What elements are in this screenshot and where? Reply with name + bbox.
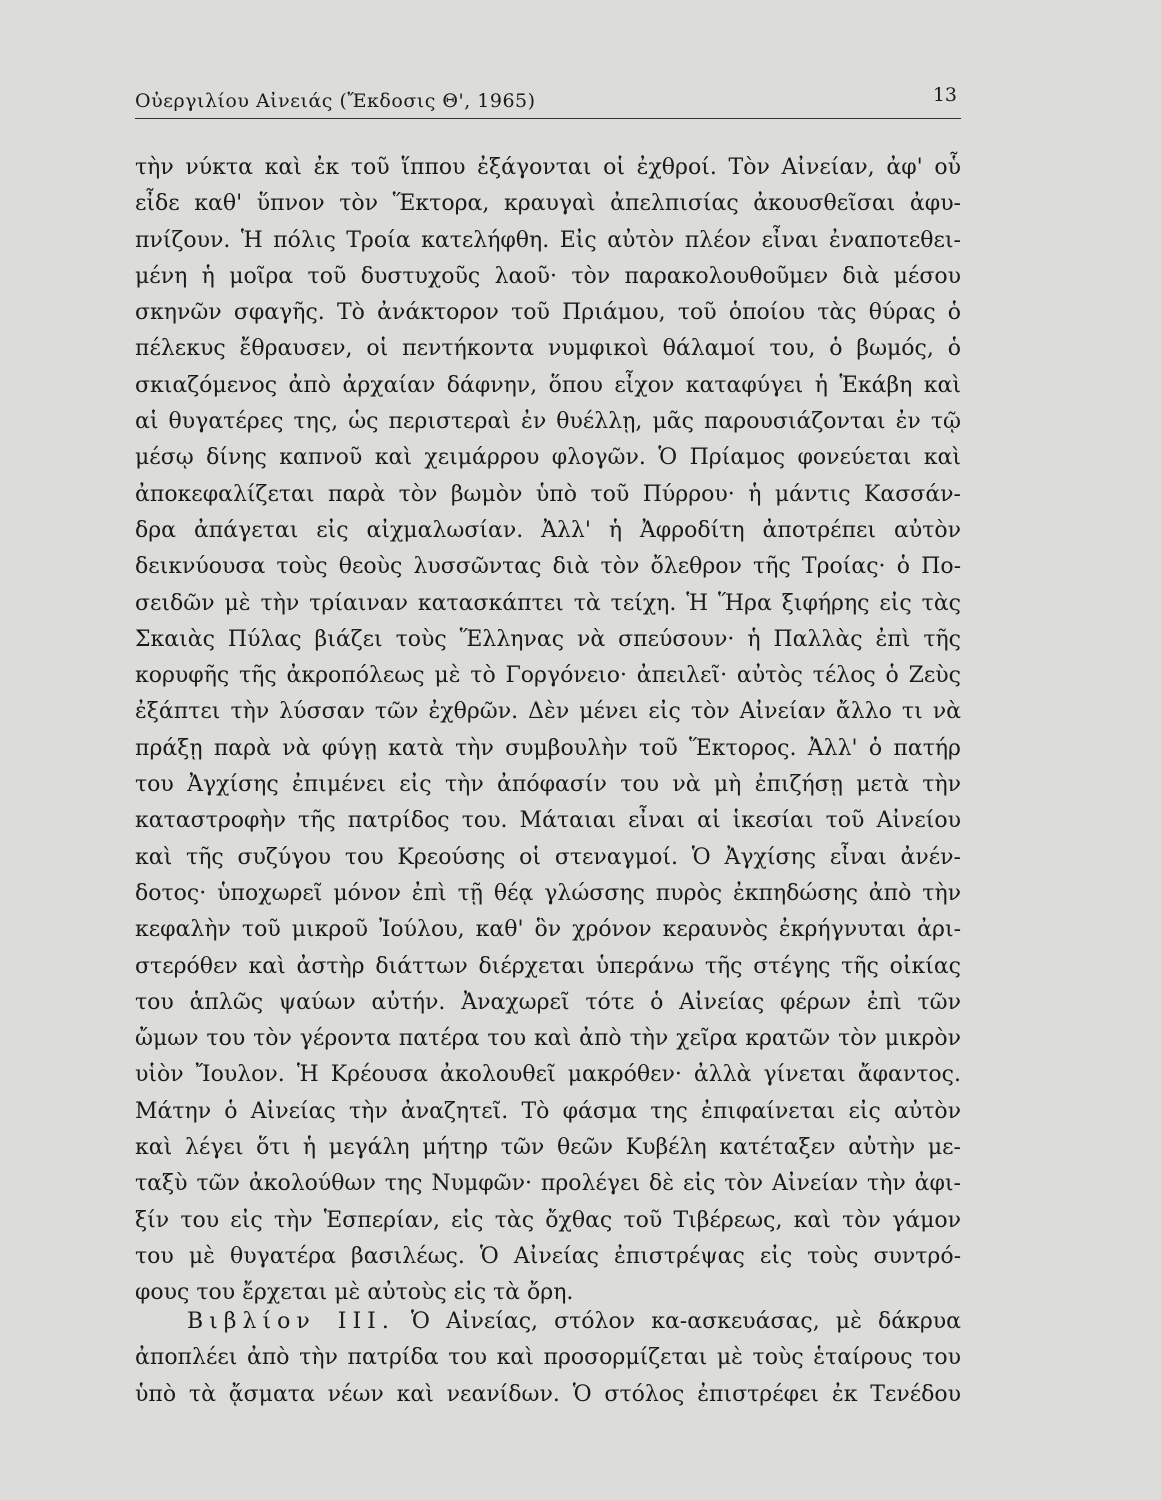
text-line: υἱὸν Ἴουλον. Ἡ Κρέουσα ἀκολουθεῖ μακρόθεν· ἀλλὰ γίνεται ἄφαντος. [135, 1062, 961, 1088]
page-number: 13 [932, 84, 957, 106]
text-line: Σκαιὰς Πύλας βιάζει τοὺς Ἕλληνας νὰ σπεύσουν· ἡ Παλλὰς ἐπὶ τῆς [135, 626, 961, 652]
book-three-line: ἀποπλέει ἀπὸ τὴν πατρίδα του καὶ προσορμίζεται μὲ τοὺς ἑταίρους του [135, 1345, 961, 1371]
text-line: δοτος· ὑποχωρεῖ μόνον ἐπὶ τῇ θέᾳ γλώσσης πυρὸς ἐκπηδώσης ἀπὸ τὴν [135, 880, 961, 906]
text-line: δρα ἀπάγεται εἰς αἰχμαλωσίαν. Ἀλλ' ἡ Ἀφροδίτη ἀποτρέπει αὐτὸν [135, 517, 961, 543]
text-line: κεφαλὴν τοῦ μικροῦ Ἰούλου, καθ' ὃν χρόνον κεραυνὸς ἐκρήγνυται ἀρι- [135, 917, 961, 943]
running-head: Οὐεργιλίου Αἰνειάς (Ἔκδοσις Θ', 1965) [135, 90, 536, 112]
main-text-block [135, 150, 961, 1312]
book-three-section [135, 1304, 961, 1413]
text-line: σκιαζόμενος ἀπὸ ἀρχαίαν δάφνην, ὅπου εἶχον καταφύγει ἡ Ἑκάβη καὶ [135, 372, 961, 398]
text-line: ταξὺ τῶν ἀκολούθων της Νυμφῶν· προλέγει δὲ εἰς τὸν Αἰνείαν τὴν ἀφι- [135, 1171, 961, 1197]
text-line: καταστροφὴν τῆς πατρίδος του. Μάταιαι εἶναι αἱ ἱκεσίαι τοῦ Αἰνείου [135, 808, 961, 834]
text-line: μένη ἡ μοῖρα τοῦ δυστυχοῦς λαοῦ· τὸν παρακολουθοῦμεν διὰ μέσου [135, 263, 961, 289]
text-line: καὶ λέγει ὅτι ἡ μεγάλη μήτηρ τῶν θεῶν Κυβέλη κατέταξεν αὐτὴν με- [135, 1135, 961, 1161]
text-line: τὴν νύκτα καὶ ἐκ τοῦ ἵππου ἐξάγονται οἱ ἐχθροί. Τὸν Αἰνείαν, ἀφ' οὗ [135, 155, 961, 180]
text-line: σειδῶν μὲ τὴν τρίαιναν κατασκάπτει τὰ τείχη. Ἡ Ἥρα ξιφήρης εἰς τὰς [135, 590, 961, 616]
text-line: φους του ἔρχεται μὲ αὐτοὺς εἰς τὰ ὄρη. [135, 1280, 574, 1306]
text-line: πέλεκυς ἔθραυσεν, οἱ πεντήκοντα νυμφικοὶ θάλαμοί του, ὁ βωμός, ὁ [135, 336, 961, 362]
text-line: αἱ θυγατέρες της, ὡς περιστεραὶ ἐν θυέλλῃ, μᾶς παρουσιάζονται ἐν τῷ [135, 409, 961, 435]
text-line: σκηνῶν σφαγῆς. Τὸ ἀνάκτορον τοῦ Πριάμου, τοῦ ὁποίου τὰς θύρας ὁ [135, 300, 961, 326]
book-three-first-line-text: Ὁ Αἰνείας, στόλον κα-ασκευάσας, μὲ δάκρυα [410, 1309, 961, 1334]
text-line: εἶδε καθ' ὕπνον τὸν Ἕκτορα, κραυγαὶ ἀπελπισίας ἀκουσθεῖσαι ἀφυ- [135, 191, 961, 217]
text-line: του ἁπλῶς ψαύων αὐτήν. Ἀναχωρεῖ τότε ὁ Αἰνείας φέρων ἐπὶ τῶν [135, 989, 961, 1015]
text-line: ἀποκεφαλίζεται παρὰ τὸν βωμὸν ὑπὸ τοῦ Πύρρου· ἡ μάντις Κασσάν- [135, 481, 961, 507]
text-line: ἐξάπτει τὴν λύσσαν τῶν ἐχθρῶν. Δὲν μένει εἰς τὸν Αἰνείαν ἄλλο τι νὰ [135, 699, 961, 725]
text-line: στερόθεν καὶ ἀστὴρ διάττων διέρχεται ὑπεράνω τῆς στέγης τῆς οἰκίας [135, 953, 961, 979]
text-line: Μάτην ὁ Αἰνείας τὴν ἀναζητεῖ. Τὸ φάσμα της ἐπιφαίνεται εἰς αὐτὸν [135, 1098, 961, 1124]
book-three-line: ὑπὸ τὰ ᾄσματα νέων καὶ νεανίδων. Ὁ στόλος ἐπιστρέφει ἐκ Τενέδου [135, 1381, 961, 1407]
text-line: μέσῳ δίνης καπνοῦ καὶ χειμάρρου φλογῶν. Ὁ Πρίαμος φονεύεται καὶ [135, 445, 961, 471]
text-line: ξίν του εἰς τὴν Ἑσπερίαν, εἰς τὰς ὄχθας τοῦ Τιβέρεως, καὶ τὸν γάμον [135, 1207, 961, 1233]
text-line: πνίζουν. Ἡ πόλις Τροία κατελήφθη. Εἰς αὐτὸν πλέον εἶναι ἐναποτεθει- [135, 227, 961, 253]
text-line: του μὲ θυγατέρα βασιλέως. Ὁ Αἰνείας ἐπιστρέψας εἰς τοὺς συντρό- [135, 1243, 961, 1269]
book-three-label: Βιβλίον III. [187, 1309, 395, 1334]
text-line: κορυφῆς τῆς ἀκροπόλεως μὲ τὸ Γοργόνειο· ἀπειλεῖ· αὐτὸς τέλος ὁ Ζεὺς [135, 663, 961, 689]
text-line: πράξῃ παρὰ νὰ φύγῃ κατὰ τὴν συμβουλὴν τοῦ Ἕκτορος. Ἀλλ' ὁ πατήρ [135, 735, 961, 761]
text-line: του Ἀγχίσης ἐπιμένει εἰς τὴν ἀπόφασίν του νὰ μὴ ἐπιζήσῃ μετὰ τὴν [135, 772, 961, 798]
text-line: δεικνύουσα τοὺς θεοὺς λυσσῶντας διὰ τὸν ὄλεθρον τῆς Τροίας· ὁ Πο- [135, 554, 961, 580]
book-three-first-line [135, 1304, 961, 1340]
text-line: καὶ τῆς συζύγου του Κρεούσης οἱ στεναγμοί. Ὁ Ἀγχίσης εἶναι ἀνέν- [135, 844, 961, 870]
page-header [135, 84, 961, 119]
text-line: ὤμων του τὸν γέροντα πατέρα του καὶ ἀπὸ τὴν χεῖρα κρατῶν τὸν μικρὸν [135, 1026, 961, 1052]
